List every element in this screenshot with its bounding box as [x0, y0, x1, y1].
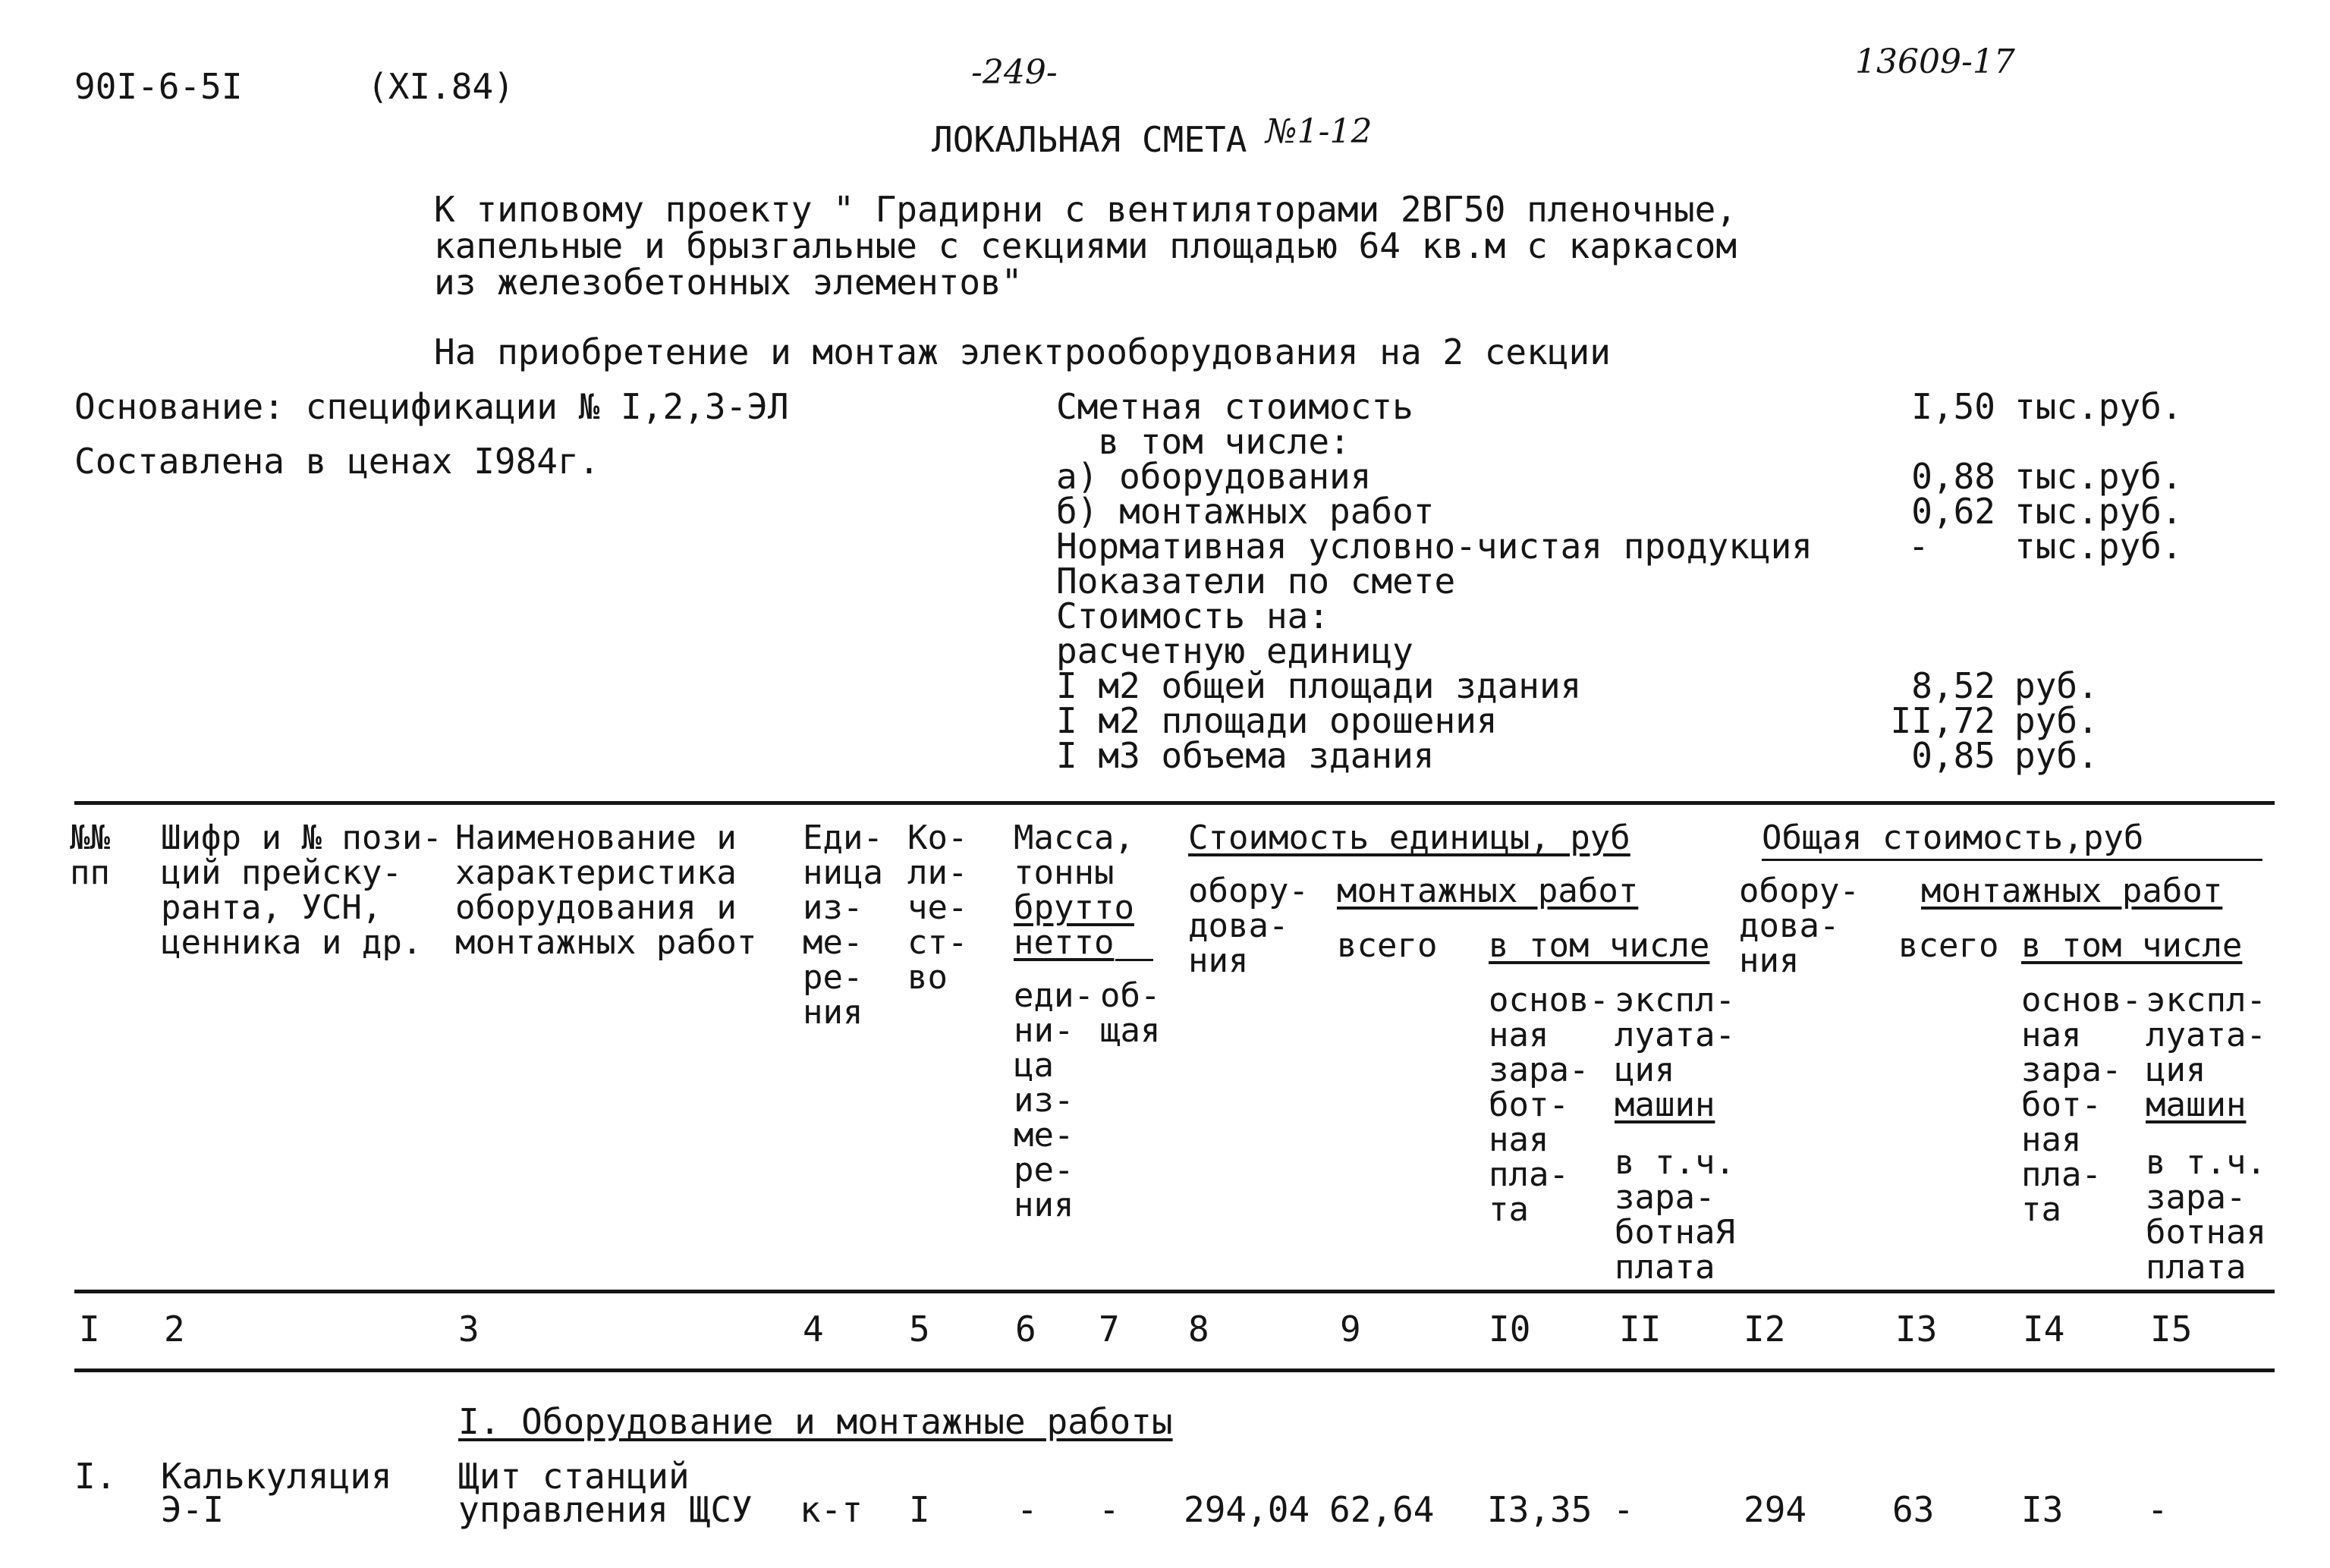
header-cell: ме- — [1014, 1116, 1074, 1155]
column-number: 7 — [1099, 1309, 1120, 1350]
row-equipment-total: 294 — [1744, 1489, 1807, 1530]
header-cell: бот- — [2021, 1086, 2102, 1124]
header-cell: в том числе — [1489, 926, 1710, 965]
summary-unit: руб. — [2014, 735, 2099, 776]
header-cell: та — [2021, 1190, 2061, 1229]
header-cell: Масса, — [1014, 819, 1134, 857]
header-cell: зара- — [2146, 1178, 2247, 1217]
header-cell: обору- — [1188, 872, 1309, 910]
estimate-number: №1-12 — [1266, 112, 1373, 151]
header-cell: ная — [1489, 1120, 1549, 1159]
summary-value: I,50 — [1911, 386, 1995, 427]
row-mounting-total: 62,64 — [1329, 1489, 1435, 1530]
column-number: 9 — [1340, 1309, 1361, 1350]
prices-line: Составлена в ценах I984г. — [74, 441, 600, 482]
summary-label: Стоимость на: — [1056, 595, 1330, 636]
page-number: -249- — [971, 53, 1058, 92]
summary-label: б) монтажных работ — [1056, 491, 1435, 532]
row-equipment-cost: 294,04 — [1184, 1489, 1310, 1530]
section-title-text: I. Оборудование и монтажные работы — [458, 1401, 1173, 1442]
header-cell: №№ — [70, 819, 110, 857]
column-number: I3 — [1895, 1309, 1938, 1350]
column-number: I5 — [2150, 1309, 2193, 1350]
header-cell: ст- — [907, 923, 968, 962]
header-cell: брутто — [1014, 888, 1134, 927]
header-cell: основ- — [2021, 981, 2142, 1020]
header-cell: ни- — [1014, 1011, 1074, 1050]
summary-value: 0,88 — [1911, 456, 1995, 497]
header-cell: ранта, УСН, — [161, 888, 382, 927]
header-cell: пп — [70, 853, 110, 892]
header-cell: Общая стоимость,руб — [1762, 819, 2144, 857]
table-top-rule — [74, 801, 2275, 805]
column-number: 2 — [164, 1309, 185, 1350]
summary-label: I м2 площади орошения — [1056, 700, 1498, 741]
row-machines-sum: - — [2147, 1489, 2168, 1530]
header-cell: ния — [1739, 941, 1800, 980]
summary-unit: руб. — [2014, 700, 2099, 741]
project-line-2: капельные и брызгальные с секциями площадью 64 кв.м с каркасом — [434, 225, 1737, 266]
header-cell: оборудования и — [455, 888, 737, 927]
row-unit: к-т — [800, 1489, 863, 1530]
header-cell: Шифр и № пози- — [161, 819, 442, 857]
row-mass-unit: - — [1017, 1489, 1038, 1530]
header-cell: характеристика — [455, 853, 737, 892]
header-cell: об- — [1100, 976, 1161, 1015]
column-number: I2 — [1744, 1309, 1786, 1350]
summary-label: расчетную единицу — [1056, 630, 1413, 671]
edition-code: (XI.84) — [367, 66, 514, 107]
header-cell: тонны — [1014, 853, 1115, 892]
row-mounting-total-sum: 63 — [1892, 1489, 1935, 1530]
header-cell: ценника и др. — [161, 923, 423, 962]
row-name: Щит станций — [458, 1456, 690, 1497]
header-cell: Стоимость единицы, руб — [1188, 819, 1630, 857]
header-cell: ре- — [803, 958, 863, 997]
column-number: 5 — [909, 1309, 930, 1350]
row-mass-total: - — [1099, 1489, 1120, 1530]
header-cell: луата- — [2146, 1016, 2266, 1054]
header-cell: плата — [2146, 1248, 2247, 1287]
column-number: I0 — [1489, 1309, 1531, 1350]
row-number: I. — [74, 1456, 117, 1497]
header-cell: ница — [803, 853, 883, 892]
column-number: 4 — [803, 1309, 824, 1350]
header-cell: ния — [803, 993, 863, 1032]
archive-stamp: 13609-17 — [1855, 42, 2015, 81]
header-cell: ция — [1615, 1051, 1675, 1089]
column-number: I4 — [2023, 1309, 2065, 1350]
header-cell: обору- — [1739, 872, 1860, 910]
header-cell: че- — [907, 888, 968, 927]
summary-label: а) оборудования — [1056, 456, 1372, 497]
header-cell: бот- — [1489, 1086, 1569, 1124]
header-cell: ре- — [1014, 1151, 1074, 1189]
summary-label: Показатели по смете — [1056, 561, 1456, 602]
summary-label: в том числе: — [1056, 421, 1351, 462]
header-cell: основ- — [1489, 981, 1609, 1020]
header-rule — [1115, 959, 1153, 961]
header-cell: из- — [1014, 1081, 1074, 1120]
column-number: 3 — [458, 1309, 480, 1350]
header-cell: ботнаЯ — [1615, 1213, 1735, 1252]
basis-line: Основание: спецификации № I,2,3-ЭЛ — [74, 386, 789, 427]
header-cell: из- — [803, 888, 863, 927]
summary-value: 0,62 — [1911, 491, 1995, 532]
header-cell: во — [907, 958, 948, 997]
column-number: 8 — [1188, 1309, 1209, 1350]
header-rule — [1762, 859, 2262, 861]
header-cell: монтажных работ — [455, 923, 757, 962]
header-cell: ме- — [803, 923, 863, 962]
summary-unit: тыс.руб. — [2014, 386, 2183, 427]
document-code: 90I-6-5I — [74, 66, 243, 107]
header-cell: Еди- — [803, 819, 883, 857]
summary-value: 0,85 — [1911, 735, 1995, 776]
row-quantity: I — [909, 1489, 930, 1530]
project-line-3: из железобетонных элементов" — [434, 262, 1023, 303]
header-cell: ботная — [2146, 1213, 2266, 1252]
header-cell: щая — [1100, 1011, 1161, 1050]
header-cell: в том числе — [2021, 926, 2243, 965]
header-cell: ная — [2021, 1016, 2082, 1054]
header-cell: та — [1489, 1190, 1529, 1229]
column-number: 6 — [1015, 1309, 1036, 1350]
header-cell: машин — [1615, 1086, 1715, 1124]
summary-label: I м3 объема здания — [1056, 735, 1435, 776]
summary-label: Сметная стоимость — [1056, 386, 1413, 427]
header-cell: ния — [1014, 1186, 1074, 1224]
header-cell: ная — [2021, 1120, 2082, 1159]
row-mounting-basic-wage: I3,35 — [1487, 1489, 1593, 1530]
header-cell: ли- — [907, 853, 968, 892]
header-cell: машин — [2146, 1086, 2247, 1124]
row-code: Калькуляция — [161, 1456, 392, 1497]
header-cell: в т.ч. — [1615, 1143, 1735, 1182]
header-cell: экспл- — [2146, 981, 2266, 1020]
header-cell: плата — [1615, 1248, 1715, 1287]
header-cell: ния — [1188, 941, 1249, 980]
summary-value: 8,52 — [1911, 665, 1995, 706]
project-line-1: К типовому проекту " Градирни с вентиляторами 2ВГ50 пленочные, — [434, 189, 1737, 230]
header-cell: ция — [2146, 1051, 2206, 1089]
header-cell: ца — [1014, 1046, 1054, 1085]
header-cell: экспл- — [1615, 981, 1735, 1020]
header-cell: пла- — [2021, 1155, 2102, 1194]
header-cell: дова- — [1188, 907, 1289, 945]
row-code: Э-I — [161, 1489, 225, 1530]
summary-unit: тыс.руб. — [2014, 491, 2183, 532]
header-cell: Наименование и — [455, 819, 737, 857]
row-basic-wage-sum: I3 — [2021, 1489, 2064, 1530]
page-title: ЛОКАЛЬНАЯ СМЕТА — [932, 119, 1247, 160]
header-cell: зара- — [1489, 1051, 1589, 1089]
header-cell: в т.ч. — [2146, 1143, 2266, 1182]
header-bottom-rule — [74, 1290, 2275, 1293]
header-cell: еди- — [1014, 976, 1094, 1015]
header-cell: дова- — [1739, 907, 1840, 945]
column-numbers-rule — [74, 1368, 2275, 1372]
summary-unit: тыс.руб. — [2014, 456, 2183, 497]
header-cell: всего — [1337, 926, 1438, 965]
summary-label: Нормативная условно-чистая продукция — [1056, 526, 1813, 567]
header-cell: Ко- — [907, 819, 968, 857]
summary-label: I м2 общей площади здания — [1056, 665, 1582, 706]
row-mounting-machines: - — [1613, 1489, 1634, 1530]
summary-unit: тыс.руб. — [2014, 526, 2183, 567]
header-cell: ная — [1489, 1016, 1549, 1054]
summary-unit: руб. — [2014, 665, 2099, 706]
row-name: управления ЩСУ — [458, 1489, 753, 1530]
header-cell: пла- — [1489, 1155, 1569, 1194]
header-cell: всего — [1898, 926, 1999, 965]
column-number: I — [79, 1309, 100, 1350]
header-cell: зара- — [2021, 1051, 2122, 1089]
header-cell: луата- — [1615, 1016, 1735, 1054]
summary-value: II,72 — [1890, 700, 1995, 741]
header-cell: монтажных работ — [1921, 872, 2223, 910]
summary-value: - — [1908, 526, 1929, 567]
header-cell: монтажных работ — [1337, 872, 1639, 910]
header-cell: нетто — [1014, 923, 1115, 962]
header-cell: ций прейску- — [161, 853, 402, 892]
purpose-line: На приобретение и монтаж электрооборудования на 2 секции — [434, 332, 1611, 372]
section-title — [458, 1403, 1173, 1440]
header-cell: зара- — [1615, 1178, 1715, 1217]
column-number: II — [1619, 1309, 1662, 1350]
